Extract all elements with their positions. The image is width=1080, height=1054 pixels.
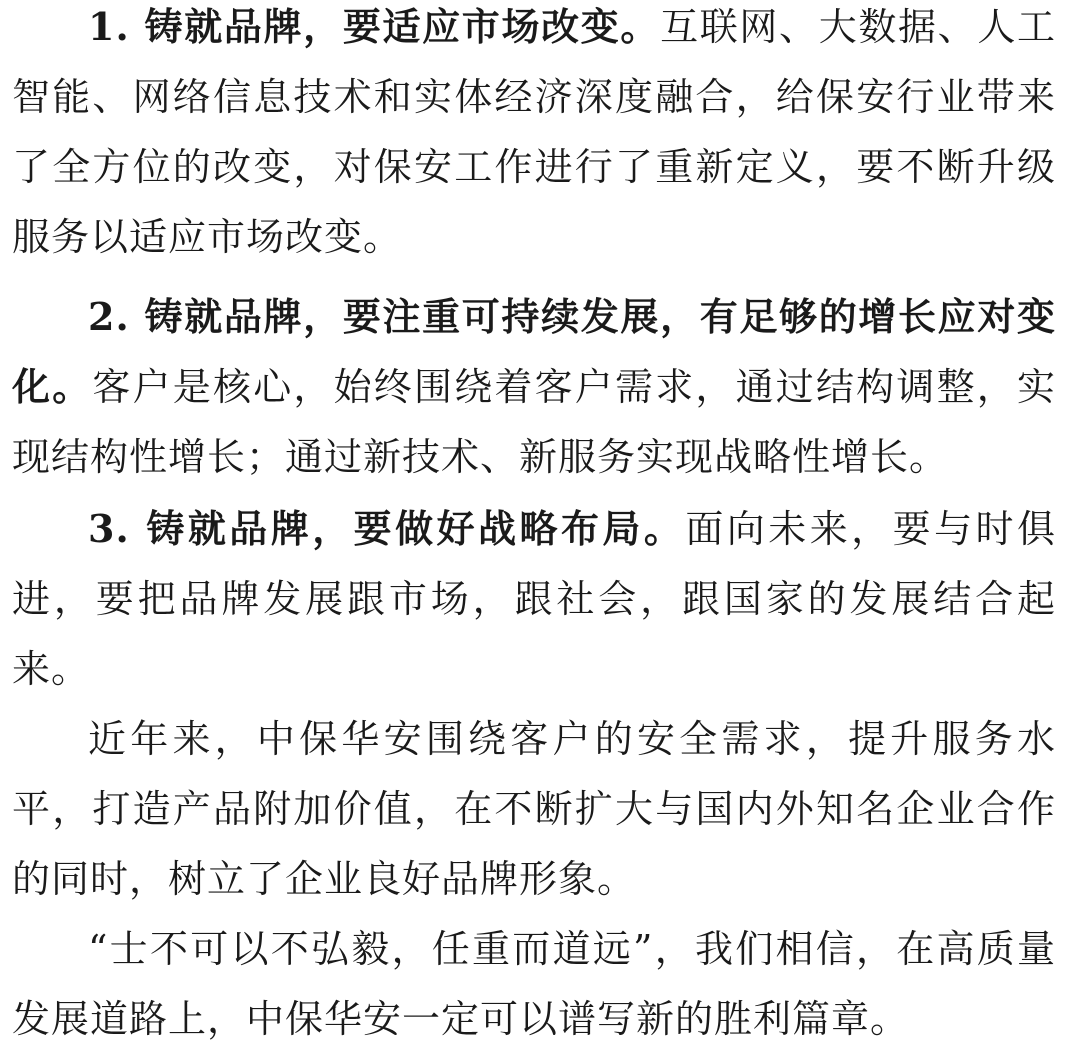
paragraph-3-body: 面向未来，要与时俱进，要把品牌发展跟市场，跟社会，跟国家的发展结合起来。 [12, 507, 1056, 691]
paragraph-2-body: 客户是核心，始终围绕着客户需求，通过结构调整，实现结构性增长；通过新技术、新服务实现战略性增长。 [12, 365, 1056, 479]
paragraph-4-body: 近年来，中保华安围绕客户的安全需求，提升服务水平，打造产品附加价值，在不断扩大与国内外知名企业合作的同时，树立了企业良好品牌形象。 [12, 717, 1056, 901]
paragraph-4 [12, 704, 1056, 914]
paragraph-5 [12, 914, 1056, 1054]
paragraph-3-heading: 3. 铸就品牌，要做好战略布局。 [88, 506, 686, 551]
paragraph-1-heading: 1. 铸就品牌，要适应市场改变。 [88, 4, 661, 49]
paragraph-2-heading: 2. 铸就品牌，要注重可持续发展，有足够的增长应对变化。 [12, 294, 1056, 409]
paragraph-3 [12, 494, 1056, 704]
paragraph-1-body: 互联网、大数据、人工智能、网络信息技术和实体经济深度融合，给保安行业带来了全方位的改变，对保安工作进行了重新定义，要不断升级服务以适应市场改变。 [12, 5, 1056, 259]
paragraph-1 [12, 0, 1056, 272]
paragraph-2 [12, 282, 1056, 492]
paragraph-5-body: “士不可以不弘毅，任重而道远”，我们相信，在高质量发展道路上，中保华安一定可以谱写新的胜利篇章。 [12, 927, 1056, 1041]
